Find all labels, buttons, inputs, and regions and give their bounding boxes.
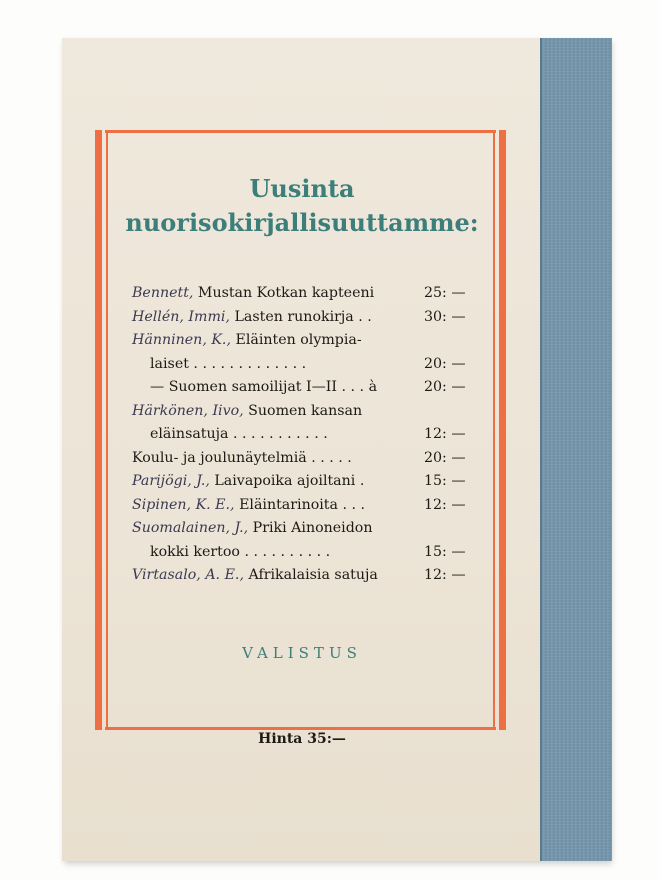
book-author: Bennett,	[132, 285, 194, 301]
list-item	[132, 541, 472, 565]
list-item	[132, 517, 472, 541]
book-author: Suomalainen, J.,	[132, 520, 249, 536]
book-author: Hänninen, K.,	[132, 332, 231, 348]
cloth-spine	[540, 38, 612, 861]
book-price: 12: —	[424, 567, 466, 583]
frame-right-bar	[499, 130, 506, 730]
heading-line-2: nuorisokirjallisuuttamme:	[125, 208, 479, 237]
book-title: Priki Ainoneidon	[248, 520, 373, 536]
book-title: Lasten runokirja . .	[229, 308, 372, 325]
heading-line-1: Uusinta	[249, 174, 355, 203]
book-author: Virtasalo, A. E.,	[132, 567, 244, 583]
price-note: Hinta 35:—	[258, 731, 346, 747]
book-back-cover	[62, 38, 610, 861]
book-title: laiset . . . . . . . . . . . . .	[150, 355, 307, 372]
list-item	[132, 564, 472, 588]
book-title: Eläintarinoita . . .	[234, 496, 366, 513]
book-author: Härkönen, Iivo,	[132, 402, 244, 419]
book-title: Afrikalaisia satuja	[243, 567, 378, 583]
book-list	[132, 282, 472, 588]
list-item	[132, 470, 472, 494]
cover-paper	[62, 38, 540, 861]
frame-right-line	[493, 130, 495, 730]
list-item	[132, 353, 472, 377]
list-item	[132, 447, 472, 471]
book-price: 20: —	[424, 449, 466, 466]
list-item	[132, 306, 472, 330]
book-author: Hellén, Immi,	[132, 308, 230, 325]
book-title: Koulu- ja joulunäytelmiä . . . . .	[132, 449, 352, 466]
list-item	[132, 423, 472, 447]
book-price: 15: —	[424, 543, 466, 560]
book-price: 15: —	[424, 473, 466, 489]
book-title: Suomen kansan	[243, 402, 363, 419]
book-price: 12: —	[424, 426, 466, 442]
frame-left-bar	[95, 130, 102, 730]
book-title: — Suomen samoilijat I—II . . . à	[150, 379, 378, 395]
book-price: 12: —	[424, 496, 466, 513]
book-author: Sipinen, K. E.,	[132, 496, 235, 513]
list-item	[132, 329, 472, 353]
frame-bottom-line	[105, 727, 496, 730]
book-title: kokki kertoo . . . . . . . . . .	[150, 543, 331, 560]
book-price: 25: —	[424, 285, 466, 301]
frame-left-line	[106, 130, 108, 730]
frame-top-line	[105, 130, 496, 133]
book-price: 20: —	[424, 379, 466, 395]
list-item	[132, 282, 472, 306]
book-title: Mustan Kotkan kapteeni	[193, 285, 375, 301]
book-title: Eläinten olympia-	[230, 332, 362, 348]
book-title: Laivapoika ajoiltani .	[209, 473, 365, 489]
book-title: eläinsatuja . . . . . . . . . . .	[150, 426, 328, 442]
list-item	[132, 400, 472, 424]
book-price: 20: —	[424, 355, 466, 372]
list-item	[132, 376, 472, 400]
book-price: 30: —	[424, 308, 466, 325]
book-author: Parijögi, J.,	[132, 473, 210, 489]
publisher-name: VALISTUS	[242, 644, 362, 662]
list-item	[132, 494, 472, 518]
